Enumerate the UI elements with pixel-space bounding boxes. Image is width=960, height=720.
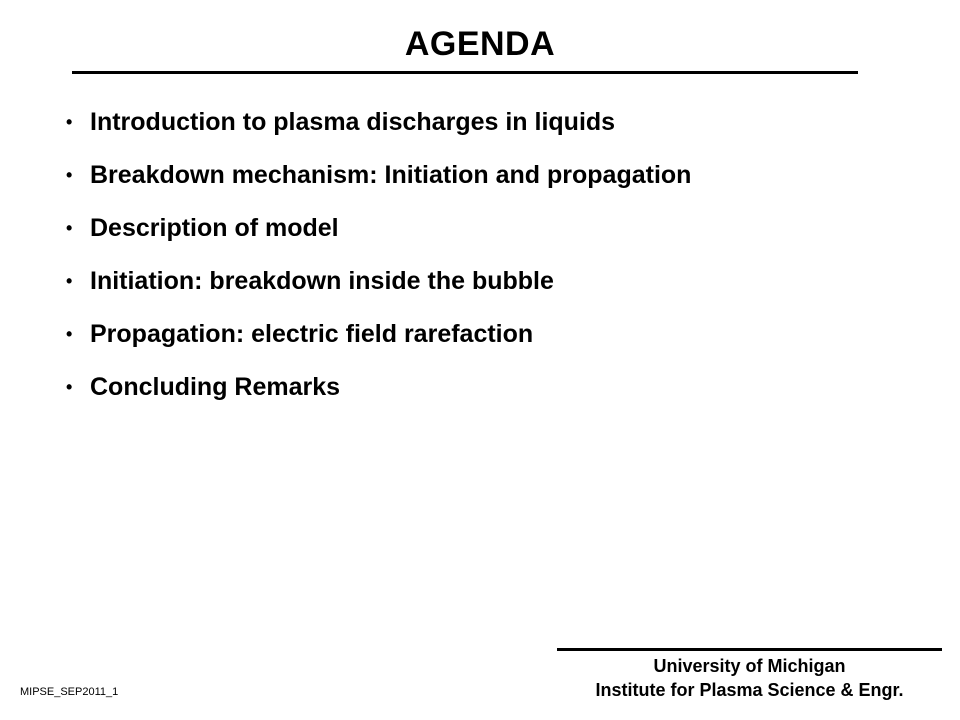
bullet-icon: • bbox=[66, 112, 73, 132]
agenda-item-text: Propagation: electric field rarefaction bbox=[90, 320, 534, 348]
bullet-icon: • bbox=[66, 271, 73, 291]
agenda-item-text: Description of model bbox=[90, 214, 339, 242]
bullet-icon: • bbox=[66, 324, 73, 344]
bullet-icon: • bbox=[66, 377, 73, 397]
agenda-item bbox=[66, 149, 691, 202]
agenda-item-text: Breakdown mechanism: Initiation and propagation bbox=[90, 161, 692, 189]
slide-title: AGENDA bbox=[404, 25, 556, 63]
title-underline bbox=[72, 71, 858, 74]
agenda-item-text: Introduction to plasma discharges in liquids bbox=[90, 108, 616, 136]
bullet-icon: • bbox=[66, 165, 73, 185]
agenda-list bbox=[66, 96, 691, 414]
slide-id: MIPSE_SEP2011_1 bbox=[20, 686, 119, 698]
footer-divider bbox=[557, 648, 942, 651]
agenda-item-text: Concluding Remarks bbox=[90, 373, 341, 401]
agenda-item bbox=[66, 308, 691, 361]
bullet-icon: • bbox=[66, 218, 73, 238]
institute-name: Institute for Plasma Science & Engr. bbox=[595, 680, 904, 700]
agenda-item bbox=[66, 96, 691, 149]
institution-name: University of Michigan bbox=[653, 656, 846, 676]
agenda-item bbox=[66, 202, 691, 255]
agenda-item bbox=[66, 361, 691, 414]
agenda-item-text: Initiation: breakdown inside the bubble bbox=[90, 267, 554, 295]
agenda-item bbox=[66, 255, 691, 308]
